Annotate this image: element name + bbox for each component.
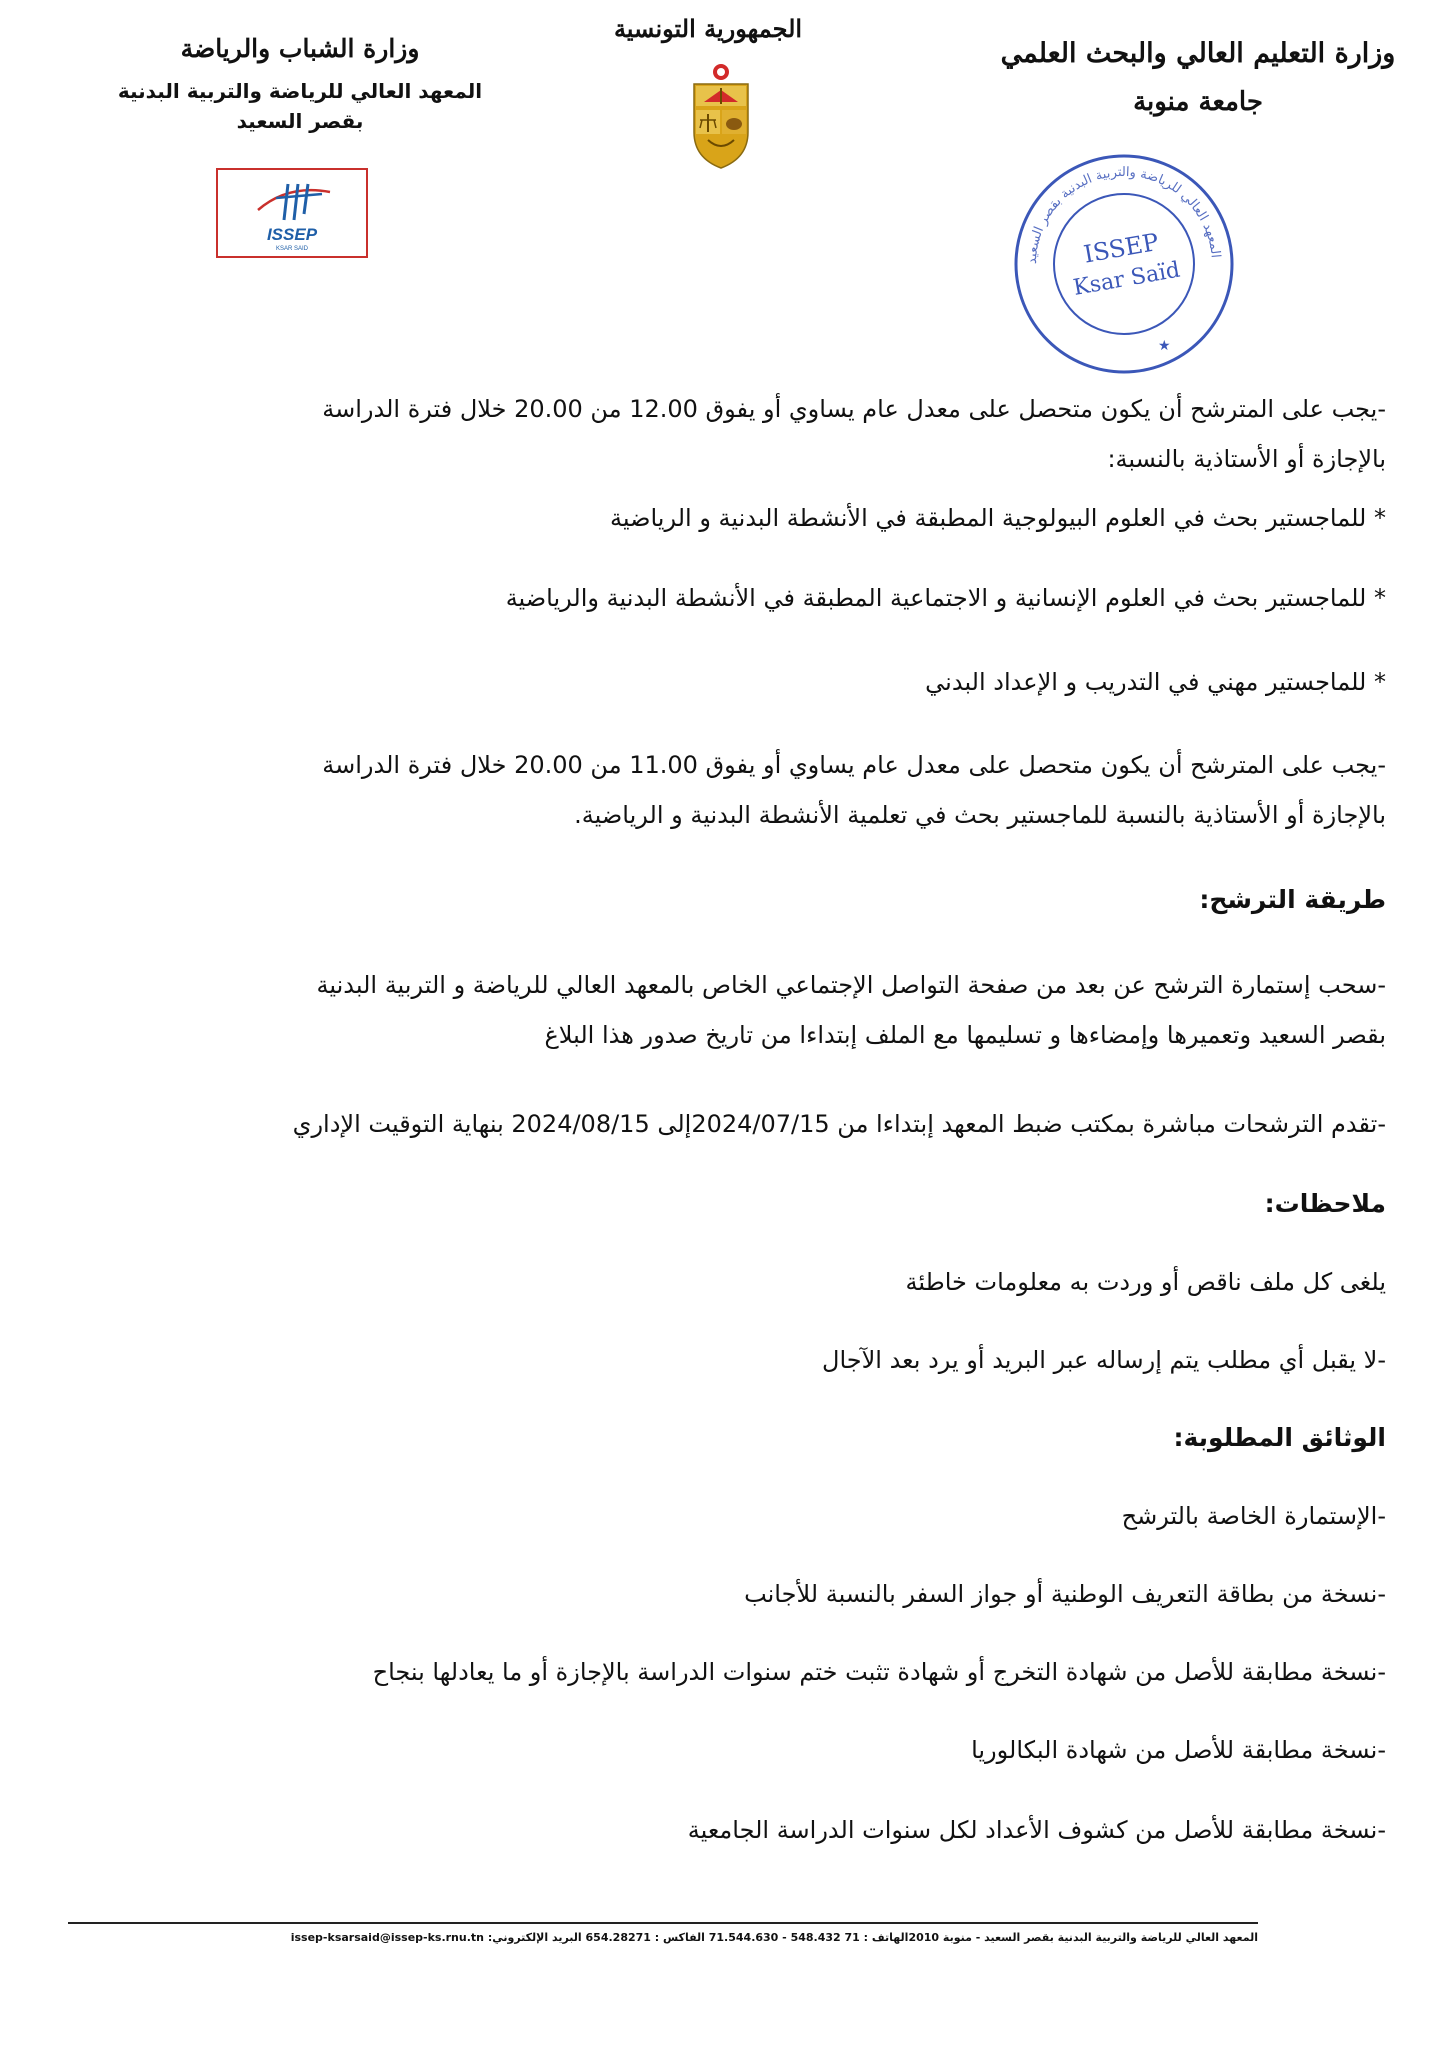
institute-location: بقصر السعيد [236,109,364,133]
bullet-item: * للماجستير بحث في العلوم البيولوجية المطبقة في الأنشطة البدنية و الرياضية [609,504,1386,532]
issep-logo-graphic [218,170,366,256]
document-item: -نسخة من بطاقة التعريف الوطنية أو جواز السفر بالنسبة للأجانب [744,1580,1386,1608]
application-1-line-2: بقصر السعيد وتعميرها وإمضاءها و تسليمها مع الملف إبتداءا من تاريخ صدور هذا البلاغ [544,1021,1386,1049]
stamp-line2: Ksar Saïd [1071,257,1182,301]
note-item: -لا يقبل أي مطلب يتم إرساله عبر البريد أو يرد بعد الآجال [822,1346,1386,1374]
condition-2-line-2: بالإجازة أو الأستاذية بالنسبة للماجستير بحث في تعلمية الأنشطة البدنية و الرياضية. [574,801,1386,829]
condition-1-line-2: بالإجازة أو الأستاذية بالنسبة: [1107,445,1386,473]
document-item: -نسخة مطابقة للأصل من شهادة البكالوريا [971,1736,1386,1764]
application-heading: طريقة الترشح: [1199,885,1386,914]
bullet-item: * للماجستير مهني في التدريب و الإعداد البدني [925,668,1386,696]
university-name: جامعة منوبة [1133,87,1263,117]
institute-name: المعهد العالي للرياضة والتربية البدنية [117,79,483,103]
document-item: -نسخة مطابقة للأصل من كشوف الأعداد لكل سنوات الدراسة الجامعية [687,1816,1386,1844]
document-item: -الإستمارة الخاصة بالترشح [1121,1502,1386,1530]
republic-block [548,14,868,43]
documents-heading: الوثائق المطلوبة: [1173,1423,1386,1452]
application-1-line-1: -سحب إستمارة الترشح عن بعد من صفحة التواصل الإجتماعي الخاص بالمعهد العالي للرياضة و التربية البدنية [316,971,1386,999]
condition-paragraph-2 [106,740,1386,840]
condition-2-line-1: -يجب على المترشح أن يكون متحصل على معدل عام يساوي أو يفوق 11.00 من 20.00 خلال فترة الدراسة [322,751,1386,779]
condition-1-line-1: -يجب على المترشح أن يكون متحصل على معدل عام يساوي أو يفوق 12.00 من 20.00 خلال فترة الدراسة [322,395,1386,423]
tunisia-coat-of-arms [686,62,756,170]
republic-title: الجمهورية التونسية [613,14,803,43]
footer-divider [68,1922,1258,1924]
ministry-higher-education-block [988,38,1408,117]
stamp-line1: ISSEP [1081,227,1161,269]
stamp-ring-text: المعهد العالي للرياضة والتربية البدنية بقصر السعيد [1024,164,1223,265]
official-stamp [1010,150,1238,378]
ministry-youth-sports-block [110,34,490,133]
ministry-youth-sports: وزارة الشباب والرياضة [180,34,420,63]
bullet-item: * للماجستير بحث في العلوم الإنسانية و الاجتماعية المطبقة في الأنشطة البدنية والرياضية [505,584,1386,612]
condition-paragraph-1 [106,384,1386,484]
application-paragraph-1 [106,960,1386,1060]
logo-subtext: KSAR SAID [275,246,309,252]
issep-logo [216,168,368,258]
note-item: يلغى كل ملف ناقص أو وردت به معلومات خاطئة [905,1268,1386,1296]
document-item: -نسخة مطابقة للأصل من شهادة التخرج أو شهادة تثبت ختم سنوات الدراسة بالإجازة أو ما يعادلها بنجاح [372,1658,1386,1686]
application-dates: -تقدم الترشحات مباشرة بمكتب ضبط المعهد إبتداءا من 2024/07/15إلى 2024/08/15 بنهاية التوقيت الإداري [292,1110,1386,1138]
ministry-higher-education: وزارة التعليم العالي والبحث العلمي [1000,38,1396,69]
footer-contact: المعهد العالي للرياضة والتربية البدنية بقصر السعيد - منوبة 2010الهاتف : 71 548.432 - 71.544.630 الفاكس : 654.28271 البريد الإلكتروني: issep-ksarsaid@issep-ks.rnu.tn [290,1931,1258,1944]
logo-text: ISSEP [266,225,318,244]
stamp-star-icon: ★ [1158,338,1171,354]
notes-heading: ملاحظات: [1264,1189,1386,1218]
